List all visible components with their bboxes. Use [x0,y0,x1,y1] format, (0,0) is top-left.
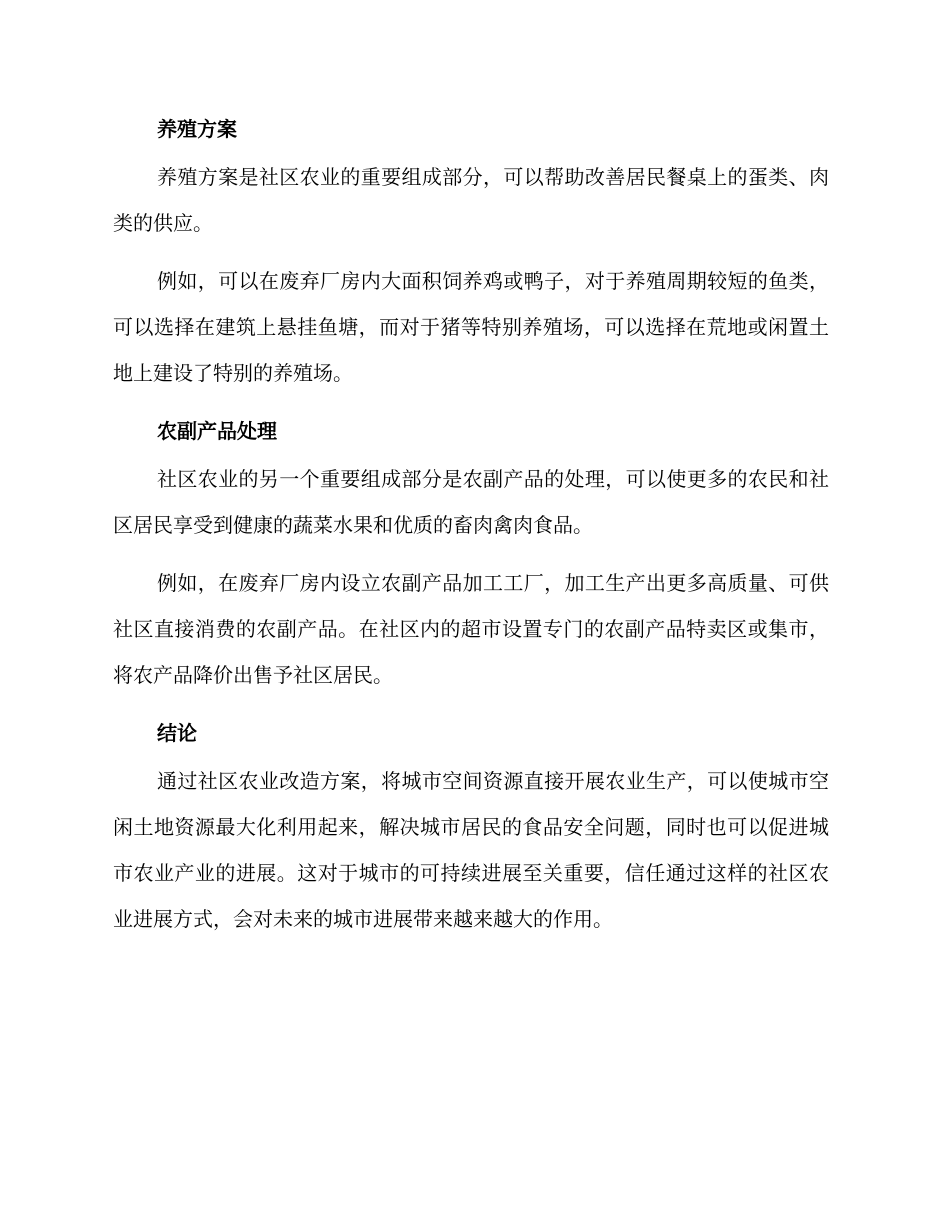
paragraph: 通过社区农业改造方案，将城市空间资源直接开展农业生产，可以使城市空闲土地资源最大化利用起来，解决城市居民的食品安全问题，同时也可以促进城市农业产业的进展。这对于城市的可持续进展至关重要，信任通过这样的社区农业进展方式，会对未来的城市进展带来越来越大的作用。 [113,769,829,931]
section-conclusion [113,710,829,942]
paragraph: 养殖方案是社区农业的重要组成部分，可以帮助改善居民餐桌上的蛋类、肉类的供应。 [113,165,829,235]
section-byproduct-processing [113,408,829,698]
section-heading: 养殖方案 [157,117,237,141]
section-heading: 农副产品处理 [157,419,277,443]
section-breeding [113,106,829,396]
paragraph: 例如，可以在废弃厂房内大面积饲养鸡或鸭子，对于养殖周期较短的鱼类，可以选择在建筑上悬挂鱼塘，而对于猪等特别养殖场，可以选择在荒地或闲置土地上建设了特别的养殖场。 [113,269,829,385]
document-page [113,106,829,954]
section-heading: 结论 [157,721,197,745]
paragraph: 社区农业的另一个重要组成部分是农副产品的处理，可以使更多的农民和社区居民享受到健康的蔬菜水果和优质的畜肉禽肉食品。 [113,467,829,537]
paragraph: 例如，在废弃厂房内设立农副产品加工工厂，加工生产出更多高质量、可供社区直接消费的农副产品。在社区内的超市设置专门的农副产品特卖区或集市，将农产品降价出售予社区居民。 [113,571,829,687]
